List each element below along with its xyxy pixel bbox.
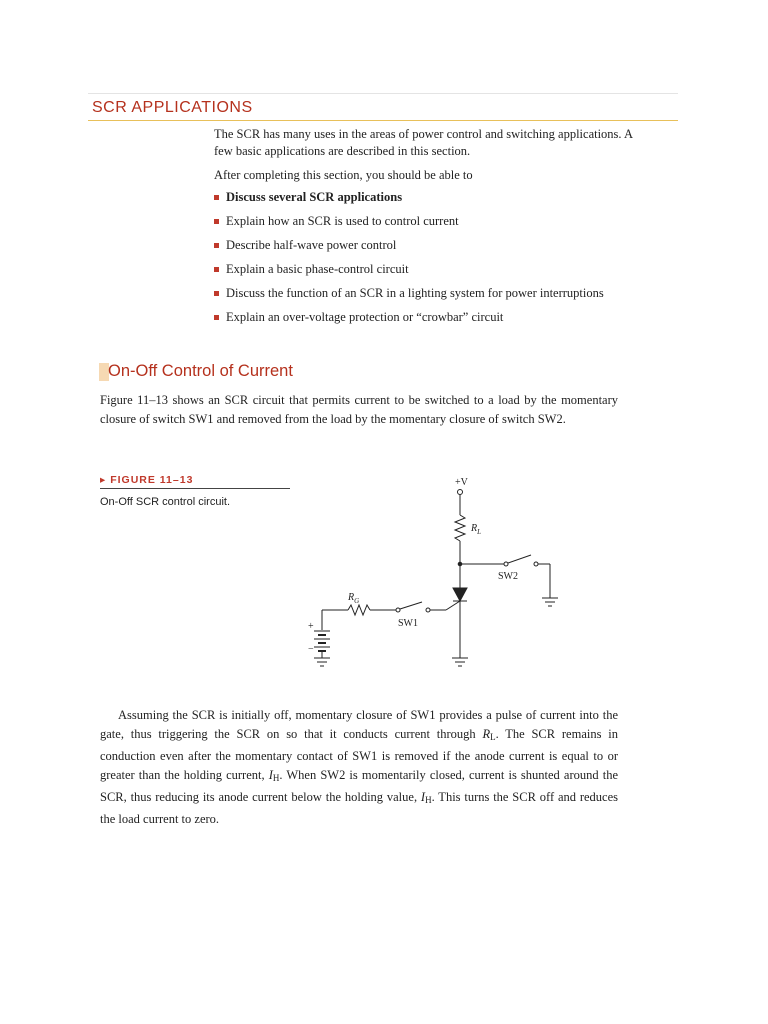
- objectives-list: [214, 190, 604, 334]
- objective-text: Explain how an SCR is used to control current: [226, 214, 459, 228]
- symbol-main: I: [420, 790, 426, 804]
- figure-rule: [100, 488, 290, 489]
- sw1-contact-left: [396, 608, 400, 612]
- bullet-icon: [214, 315, 219, 320]
- sw2-lever: [508, 555, 531, 563]
- sw1-lever: [400, 602, 422, 609]
- rg-label: $R_G$: [348, 592, 360, 605]
- symbol-subscript: H: [425, 795, 432, 805]
- symbol-main: I: [268, 768, 273, 782]
- objective-item: [214, 214, 604, 238]
- sw1-label: SW1: [398, 618, 418, 629]
- bullet-icon: [214, 243, 219, 248]
- scr-gate-lead: [446, 601, 460, 610]
- symbol-subscript: L: [490, 732, 496, 742]
- top-rule: [88, 93, 678, 94]
- section-intro: The SCR has many uses in the areas of power control and switching applications. A few basic applications are described in this section.: [214, 127, 633, 158]
- paragraph-text: . This turns the SCR off and reduces the load current to zero.: [100, 790, 618, 826]
- objective-text: Explain an over-voltage protection or “crowbar” circuit: [226, 310, 504, 324]
- bullet-icon: [214, 219, 219, 224]
- objective-text: Explain a basic phase-control circuit: [226, 262, 409, 276]
- ih-symbol: [421, 790, 432, 804]
- objective-item: [214, 310, 604, 334]
- body-paragraph-1: Figure 11–13 shows an SCR circuit that permits current to be switched to a load by the momentary closure of switch SW1 and removed from the load by the momentary closure of switch SW2.: [100, 393, 618, 426]
- figure-arrow-icon: ▸: [100, 474, 111, 486]
- objective-text: Discuss the function of an SCR in a lighting system for power interruptions: [226, 286, 604, 300]
- figure-caption: On-Off SCR control circuit.: [100, 496, 230, 508]
- battery-plus-label: +: [308, 621, 314, 632]
- scr-symbol: [453, 588, 467, 601]
- bullet-icon: [214, 267, 219, 272]
- objectives-lead: After completing this section, you should be able to: [214, 168, 473, 182]
- figure-number: FIGURE 11–13: [110, 474, 194, 486]
- rl-symbol: [482, 727, 495, 741]
- body-paragraph-2: [100, 706, 618, 829]
- objective-item: [214, 238, 604, 262]
- sw1-contact-right: [426, 608, 430, 612]
- load-resistor-rl: [455, 515, 465, 541]
- gate-resistor-rg: [348, 605, 370, 615]
- symbol-main: R: [482, 727, 491, 741]
- objective-text: Describe half-wave power control: [226, 238, 397, 252]
- sw2-contact-left: [504, 562, 508, 566]
- figure-label: [100, 474, 193, 486]
- title-underline: [88, 120, 678, 121]
- objective-item: [214, 286, 604, 310]
- battery-minus-label: −: [308, 644, 314, 655]
- objective-text: Discuss several SCR applications: [226, 190, 403, 204]
- ih-symbol: [269, 768, 280, 782]
- bullet-icon: [214, 195, 219, 200]
- scr-circuit-diagram: [300, 470, 580, 670]
- bullet-icon: [214, 291, 219, 296]
- paragraph-text: . When SW2 is momentarily closed, current is shunted around the SCR, thus reducing its anode current below the holding value,: [100, 768, 618, 804]
- sw2-contact-right: [534, 562, 538, 566]
- paragraph-text: Assuming the SCR is initially off, momentary closure of SW1 provides a pulse of current into the gate, thus triggering the SCR on so that it conducts current through: [100, 708, 618, 741]
- section-title: SCR APPLICATIONS: [92, 99, 253, 116]
- subsection-title: On-Off Control of Current: [108, 362, 293, 380]
- sw2-label: SW2: [498, 571, 518, 582]
- objective-item: [214, 190, 604, 214]
- symbol-subscript: H: [272, 773, 280, 783]
- paragraph-text: . The SCR remains in conduction even after the momentary contact of SW1 is removed if the anode current is equal to or greater than the holding current,: [100, 727, 618, 782]
- objective-item: [214, 262, 604, 286]
- supply-label: +V: [455, 477, 468, 488]
- supply-terminal: [458, 490, 463, 495]
- rl-label: $R_L$: [471, 523, 482, 536]
